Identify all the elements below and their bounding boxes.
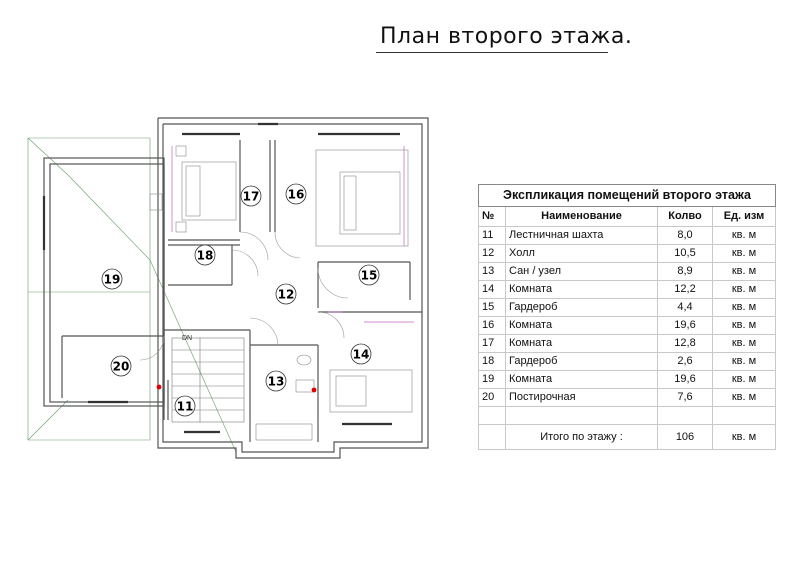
room-name: Гардероб: [506, 353, 658, 371]
room-area: 10,5: [658, 245, 713, 263]
room-schedule-table: [478, 184, 776, 450]
table-row: [479, 281, 776, 299]
room-area: 19,6: [658, 371, 713, 389]
room-area: 2,6: [658, 353, 713, 371]
room-name: Комната: [506, 317, 658, 335]
room-number-16: 16: [287, 187, 305, 202]
total-value: 106: [658, 425, 713, 450]
column-header: Колво: [658, 207, 713, 227]
row-number: 20: [479, 389, 506, 407]
table-caption: Экспликация помещений второго этажа: [479, 185, 776, 207]
table-row: [479, 317, 776, 335]
area-unit: кв. м: [713, 281, 776, 299]
table-total-row: [479, 425, 776, 450]
room-number-11: 11: [176, 399, 194, 414]
room-name: Постирочная: [506, 389, 658, 407]
area-unit: кв. м: [713, 299, 776, 317]
table-row: [479, 335, 776, 353]
row-number: 18: [479, 353, 506, 371]
room-number-15: 15: [360, 268, 378, 283]
area-unit: кв. м: [713, 335, 776, 353]
column-header: Ед. изм: [713, 207, 776, 227]
column-header: Наименование: [506, 207, 658, 227]
area-unit: кв. м: [713, 317, 776, 335]
room-area: 8,0: [658, 227, 713, 245]
area-unit: кв. м: [713, 245, 776, 263]
area-unit: кв. м: [713, 389, 776, 407]
row-number: 17: [479, 335, 506, 353]
table-row: [479, 371, 776, 389]
stair-direction-label: DN: [182, 335, 193, 342]
column-header: №: [479, 207, 506, 227]
room-name: Комната: [506, 335, 658, 353]
area-unit: кв. м: [713, 371, 776, 389]
table-row: [479, 353, 776, 371]
area-unit: кв. м: [713, 353, 776, 371]
outlet-marker: [312, 388, 317, 393]
room-number-18: 18: [196, 248, 214, 263]
room-area: 8,9: [658, 263, 713, 281]
room-name: Лестничная шахта: [506, 227, 658, 245]
room-area: 12,8: [658, 335, 713, 353]
outlet-marker: [157, 385, 162, 390]
row-number: 16: [479, 317, 506, 335]
row-number: 13: [479, 263, 506, 281]
total-label: Итого по этажу :: [506, 425, 658, 450]
table-row: [479, 299, 776, 317]
row-number: 15: [479, 299, 506, 317]
table-row: [479, 389, 776, 407]
row-number: 14: [479, 281, 506, 299]
room-number-19: 19: [103, 272, 121, 287]
room-number-17: 17: [242, 189, 260, 204]
table-row: [479, 245, 776, 263]
room-name: Сан / узел: [506, 263, 658, 281]
room-number-20: 20: [112, 359, 130, 374]
room-name: Комната: [506, 371, 658, 389]
table-header-row: [479, 207, 776, 227]
table-row: [479, 263, 776, 281]
room-area: 4,4: [658, 299, 713, 317]
table-spacer-row: [479, 407, 776, 425]
room-name: Комната: [506, 281, 658, 299]
total-unit: кв. м: [713, 425, 776, 450]
room-number-13: 13: [267, 374, 285, 389]
room-name: Холл: [506, 245, 658, 263]
room-number-14: 14: [352, 347, 370, 362]
area-unit: кв. м: [713, 263, 776, 281]
area-unit: кв. м: [713, 227, 776, 245]
row-number: 11: [479, 227, 506, 245]
table-row: [479, 227, 776, 245]
room-area: 12,2: [658, 281, 713, 299]
room-name: Гардероб: [506, 299, 658, 317]
room-area: 7,6: [658, 389, 713, 407]
room-number-12: 12: [277, 287, 295, 302]
row-number: 12: [479, 245, 506, 263]
row-number: 19: [479, 371, 506, 389]
room-area: 19,6: [658, 317, 713, 335]
roof-outline: [28, 138, 236, 452]
page-title: План второго этажа.: [380, 24, 633, 49]
